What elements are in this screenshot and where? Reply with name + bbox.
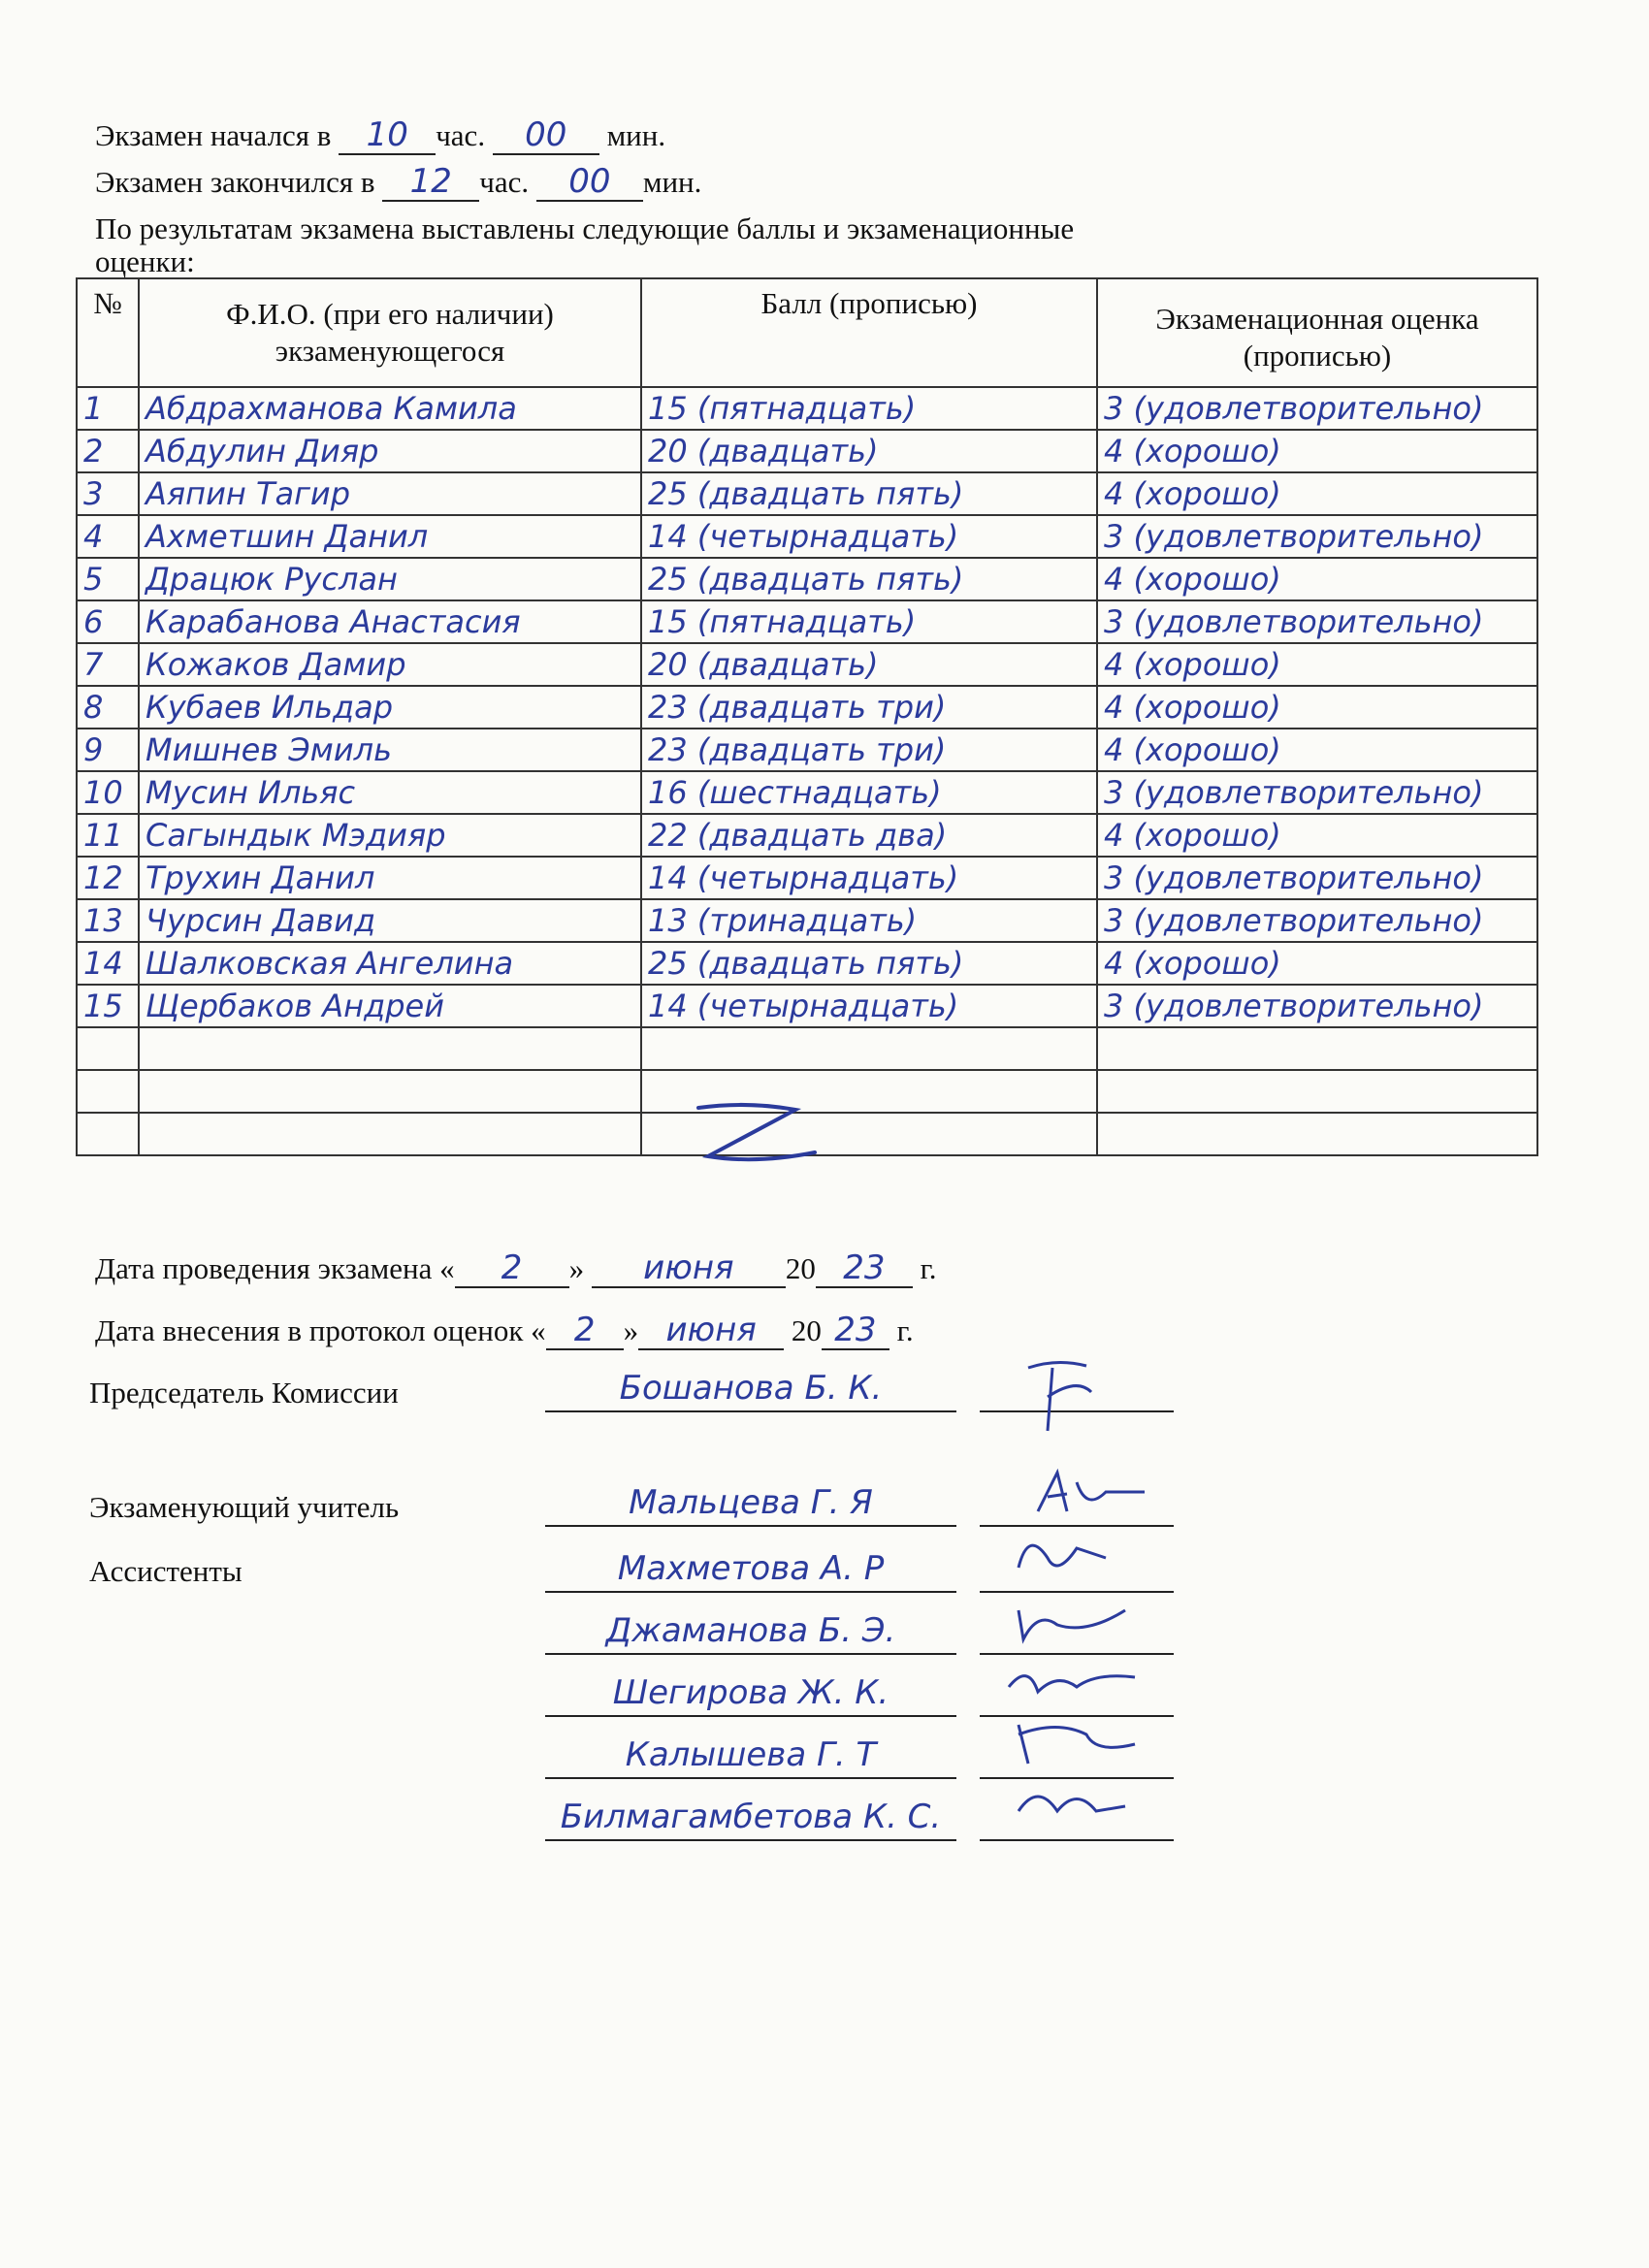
assistant-name: Шегирова Ж. К. — [545, 1670, 956, 1717]
protocol-date-label: Дата внесения в протокол оценок « — [95, 1313, 546, 1347]
cell-grade: 4 (хорошо) — [1097, 558, 1537, 600]
table-row — [77, 430, 1537, 472]
min-unit: мин. — [606, 118, 666, 152]
cell-no — [77, 1070, 139, 1113]
col-header-name: Ф.И.О. (при его наличии) экзаменующегося — [139, 278, 641, 387]
cell-grade: 4 (хорошо) — [1097, 472, 1537, 515]
col-header-grade: Экзаменационная оценка (прописью) — [1097, 278, 1537, 387]
cell-grade: 3 (удовлетворительно) — [1097, 515, 1537, 558]
cell-no: 14 — [77, 942, 139, 985]
date-quote: » — [623, 1313, 639, 1347]
year-suffix: г. — [920, 1251, 937, 1285]
cell-no: 12 — [77, 857, 139, 899]
table-row — [77, 942, 1537, 985]
strike-mark-icon — [679, 1096, 834, 1174]
protocol-date-year: 23 — [822, 1313, 889, 1350]
cell-no: 5 — [77, 558, 139, 600]
cell-no: 10 — [77, 771, 139, 814]
cell-grade: 4 (хорошо) — [1097, 686, 1537, 729]
cell-score — [641, 1027, 1097, 1070]
cell-no: 3 — [77, 472, 139, 515]
cell-name: Карабанова Анастасия — [139, 600, 641, 643]
table-header-row — [77, 278, 1537, 387]
table-row — [77, 985, 1537, 1027]
cell-grade — [1097, 1070, 1537, 1113]
table-row — [77, 771, 1537, 814]
assistant-name: Калышева Г. Т — [545, 1733, 956, 1779]
teacher-name: Мальцева Г. Я — [545, 1480, 956, 1527]
cell-name: Драцюк Руслан — [139, 558, 641, 600]
cell-score: 22 (двадцать два) — [641, 814, 1097, 857]
cell-score: 25 (двадцать пять) — [641, 558, 1097, 600]
cell-name: Мишнев Эмиль — [139, 729, 641, 771]
cell-grade: 3 (удовлетворительно) — [1097, 899, 1537, 942]
cell-no — [77, 1113, 139, 1155]
table-row — [77, 686, 1537, 729]
cell-no: 9 — [77, 729, 139, 771]
cell-name: Ахметшин Данил — [139, 515, 641, 558]
cell-name: Аяпин Тагир — [139, 472, 641, 515]
cell-name: Трухин Данил — [139, 857, 641, 899]
cell-score: 14 (четырнадцать) — [641, 515, 1097, 558]
cell-no: 15 — [77, 985, 139, 1027]
exam-date-day: 2 — [455, 1251, 569, 1288]
cell-no: 2 — [77, 430, 139, 472]
hour-unit: час. — [436, 118, 486, 152]
exam-start-label: Экзамен начался в — [95, 118, 332, 152]
cell-grade: 3 (удовлетворительно) — [1097, 985, 1537, 1027]
cell-name: Чурсин Давид — [139, 899, 641, 942]
cell-score: 25 (двадцать пять) — [641, 472, 1097, 515]
cell-grade: 4 (хорошо) — [1097, 942, 1537, 985]
cell-score: 16 (шестнадцать) — [641, 771, 1097, 814]
table-row — [77, 899, 1537, 942]
protocol-date-line — [95, 1312, 914, 1350]
cell-grade — [1097, 1027, 1537, 1070]
exam-start-min: 00 — [493, 118, 599, 155]
cell-name: Сагындык Мэдияр — [139, 814, 641, 857]
cell-name: Мусин Ильяс — [139, 771, 641, 814]
col-header-score: Балл (прописью) — [641, 278, 1097, 387]
cell-grade: 3 (удовлетворительно) — [1097, 771, 1537, 814]
cell-grade: 4 (хорошо) — [1097, 814, 1537, 857]
cell-no: 7 — [77, 643, 139, 686]
cell-name: Абдулин Дияр — [139, 430, 641, 472]
cell-grade: 3 (удовлетворительно) — [1097, 387, 1537, 430]
cell-score: 14 (четырнадцать) — [641, 985, 1097, 1027]
assistant-name: Билмагамбетова К. С. — [545, 1795, 956, 1841]
date-quote: » — [568, 1251, 585, 1285]
cell-name: Шалковская Ангелина — [139, 942, 641, 985]
chair-signature-icon — [980, 1366, 1174, 1412]
cell-name: Щербаков Андрей — [139, 985, 641, 1027]
cell-no — [77, 1027, 139, 1070]
cell-score: 20 (двадцать) — [641, 430, 1097, 472]
exam-start-hour: 10 — [339, 118, 436, 155]
cell-score: 20 (двадцать) — [641, 643, 1097, 686]
cell-no: 4 — [77, 515, 139, 558]
exam-date-month: июня — [592, 1251, 786, 1288]
exam-date-label: Дата проведения экзамена « — [95, 1251, 455, 1285]
cell-score: 13 (тринадцать) — [641, 899, 1097, 942]
cell-score: 25 (двадцать пять) — [641, 942, 1097, 985]
cell-grade: 4 (хорошо) — [1097, 430, 1537, 472]
cell-no: 13 — [77, 899, 139, 942]
cell-grade: 4 (хорошо) — [1097, 729, 1537, 771]
table-row — [77, 643, 1537, 686]
chair-name: Бошанова Б. К. — [545, 1366, 956, 1412]
cell-no: 1 — [77, 387, 139, 430]
hour-unit: час. — [479, 165, 530, 199]
teacher-label: Экзаменующий учитель — [89, 1490, 400, 1524]
table-row — [77, 515, 1537, 558]
cell-name — [139, 1027, 641, 1070]
protocol-date-month: июня — [638, 1313, 784, 1350]
cell-score: 15 (пятнадцать) — [641, 387, 1097, 430]
exam-end-label: Экзамен закончился в — [95, 165, 375, 199]
results-intro-1: По результатам экзамена выставлены следующие баллы и экзаменационные — [95, 211, 1075, 245]
assistant-name: Махметова А. Р — [545, 1546, 956, 1593]
table-row — [77, 1027, 1537, 1070]
cell-no: 11 — [77, 814, 139, 857]
table-row — [77, 814, 1537, 857]
table-row — [77, 472, 1537, 515]
cell-grade: 3 (удовлетворительно) — [1097, 857, 1537, 899]
cell-score: 15 (пятнадцать) — [641, 600, 1097, 643]
cell-no: 6 — [77, 600, 139, 643]
cell-name — [139, 1070, 641, 1113]
results-intro-2: оценки: — [95, 244, 195, 278]
cell-name — [139, 1113, 641, 1155]
cell-grade: 3 (удовлетворительно) — [1097, 600, 1537, 643]
table-row — [77, 600, 1537, 643]
cell-grade — [1097, 1113, 1537, 1155]
exam-end-line — [95, 163, 701, 202]
assistants-label: Ассистенты — [89, 1554, 242, 1588]
assistant-name: Джаманова Б. Э. — [545, 1608, 956, 1655]
assistant-signature-icon — [980, 1795, 1174, 1841]
results-table — [76, 277, 1538, 1156]
year-prefix: 20 — [791, 1313, 822, 1347]
table-row — [77, 387, 1537, 430]
table-row — [77, 558, 1537, 600]
exam-start-line — [95, 116, 665, 155]
cell-name: Кубаев Ильдар — [139, 686, 641, 729]
cell-grade: 4 (хорошо) — [1097, 643, 1537, 686]
col-header-number: № — [77, 278, 139, 387]
cell-name: Кожаков Дамир — [139, 643, 641, 686]
min-unit: мин. — [642, 165, 702, 199]
table-row — [77, 857, 1537, 899]
cell-no: 8 — [77, 686, 139, 729]
exam-date-year: 23 — [816, 1251, 913, 1288]
year-suffix: г. — [896, 1313, 914, 1347]
exam-end-hour: 12 — [382, 165, 479, 202]
exam-date-line — [95, 1249, 937, 1288]
protocol-date-day: 2 — [546, 1313, 624, 1350]
chair-label: Председатель Комиссии — [89, 1376, 399, 1409]
cell-score: 14 (четырнадцать) — [641, 857, 1097, 899]
table-row — [77, 729, 1537, 771]
cell-score: 23 (двадцать три) — [641, 729, 1097, 771]
exam-end-min: 00 — [536, 165, 643, 202]
cell-score: 23 (двадцать три) — [641, 686, 1097, 729]
cell-name: Абдрахманова Камила — [139, 387, 641, 430]
year-prefix: 20 — [785, 1251, 816, 1285]
